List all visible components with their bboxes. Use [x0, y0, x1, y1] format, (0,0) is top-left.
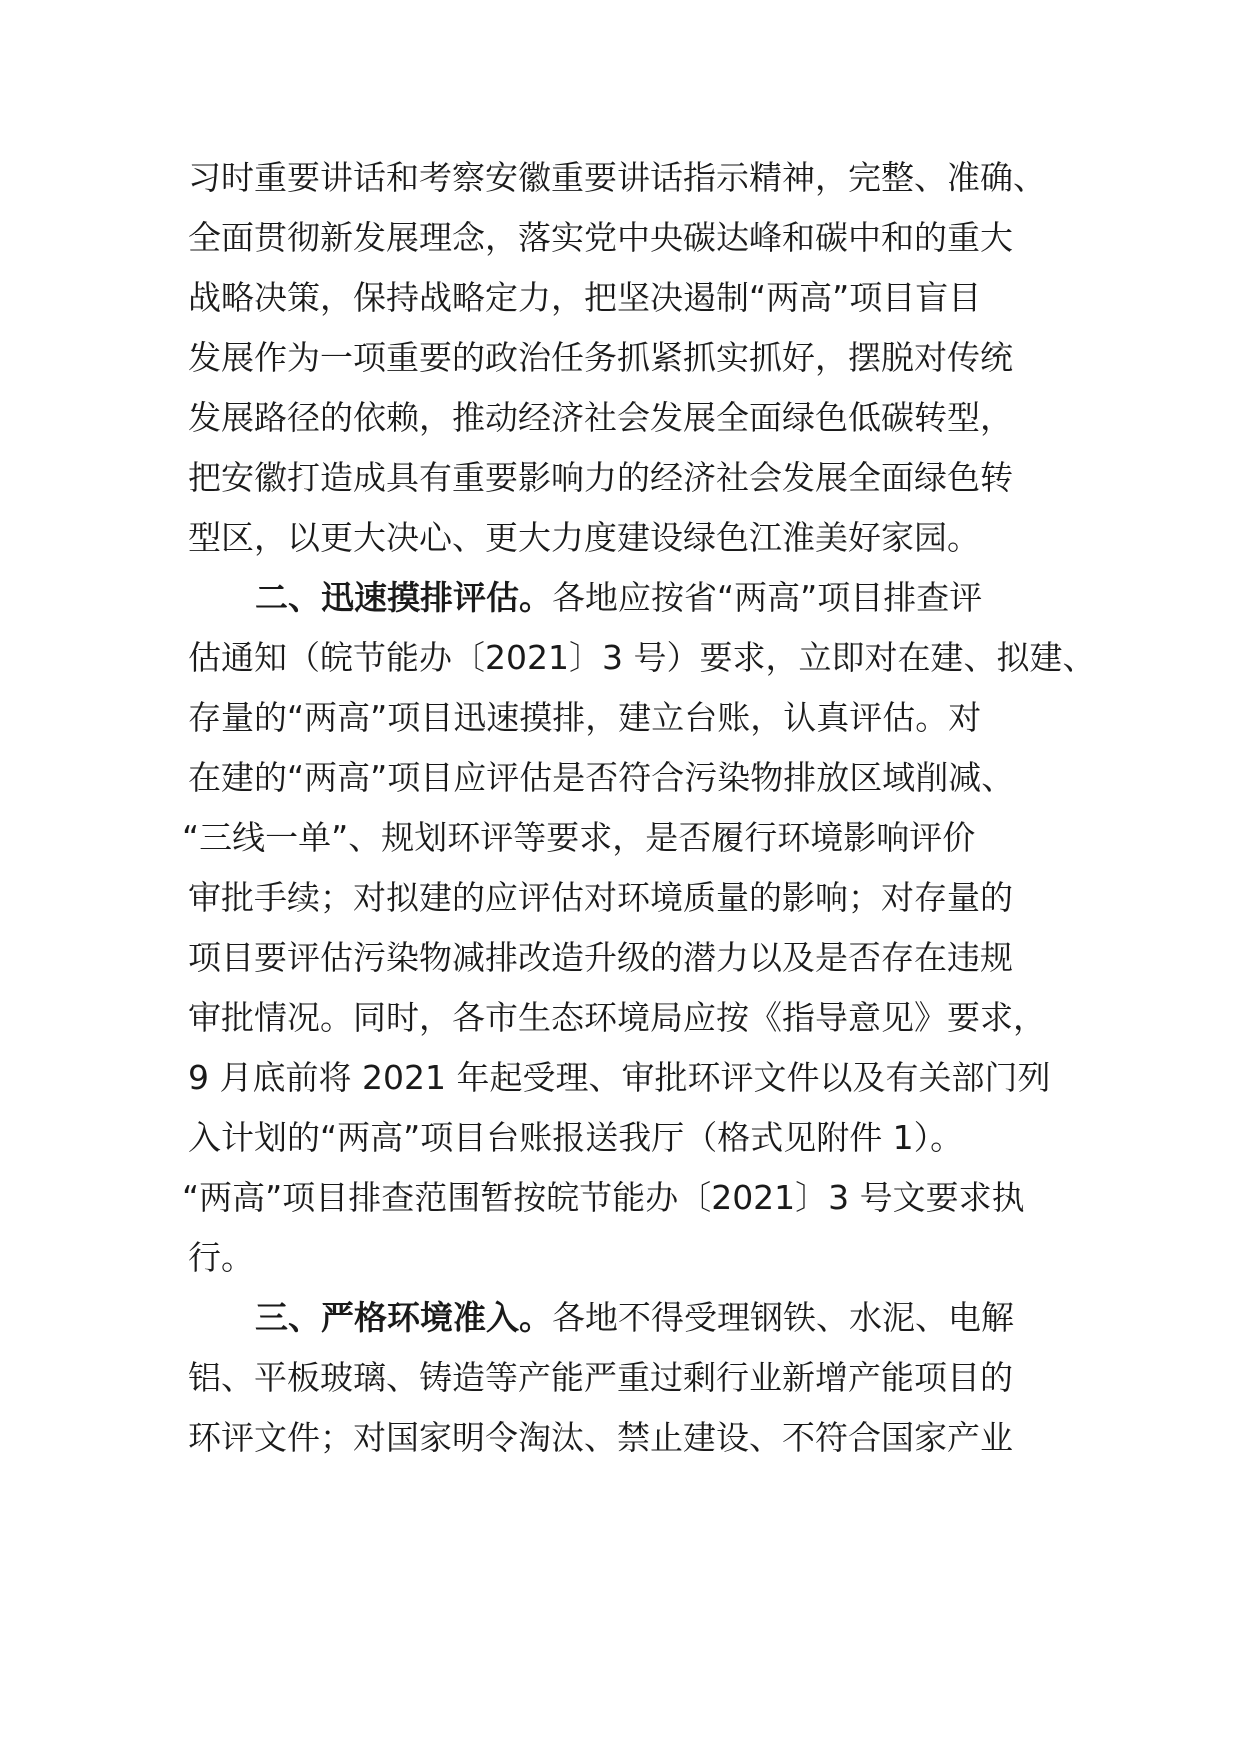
section3-first-line-text: 各地不得受理钢铁、水泥、电解: [552, 1298, 1014, 1337]
paragraph1-line-7: 型区，以更大决心、更大力度建设绿色江淮美好家园。: [188, 518, 980, 557]
paragraph1-line-1: 习时重要讲话和考察安徽重要讲话指示精神，完整、准确、: [188, 158, 1046, 197]
section2-line-10: 入计划的“两高”项目台账报送我厅（格式见附件 1）。: [188, 1118, 964, 1157]
section2-line-4: 在建的“两高”项目应评估是否符合污染物排放区域削减、: [188, 758, 1015, 797]
section2-line-12: 行。: [188, 1238, 254, 1277]
section3-heading: 三、严格环境准入。: [255, 1298, 552, 1337]
section2-first-line: [255, 578, 982, 618]
section2-line-9: 9 月底前将 2021 年起受理、审批环评文件以及有关部门列: [188, 1058, 1051, 1097]
section2-first-line-text: 各地应按省“两高”项目排查评: [552, 578, 983, 617]
section2-line-8: 审批情况。同时，各市生态环境局应按《指导意见》要求，: [188, 998, 1046, 1037]
section2-line-3: 存量的“两高”项目迅速摸排，建立台账，认真评估。对: [188, 698, 982, 737]
paragraph1-line-2: 全面贯彻新发展理念，落实党中央碳达峰和碳中和的重大: [188, 218, 1013, 257]
paragraph1-line-6: 把安徽打造成具有重要影响力的经济社会发展全面绿色转: [188, 458, 1013, 497]
section2-line-11: “两高”项目排查范围暂按皖节能办〔2021〕3 号文要求执: [182, 1178, 1025, 1217]
section3-line-3: 环评文件；对国家明令淘汰、禁止建设、不符合国家产业: [188, 1418, 1013, 1457]
section2-line-7: 项目要评估污染物减排改造升级的潜力以及是否存在违规: [188, 938, 1013, 977]
section3-first-line: [255, 1298, 1014, 1338]
paragraph1-line-5: 发展路径的依赖，推动经济社会发展全面绿色低碳转型，: [188, 398, 1013, 437]
section3-line-2: 铝、平板玻璃、铸造等产能严重过剩行业新增产能项目的: [188, 1358, 1013, 1397]
section2-line-2: 估通知（皖节能办〔2021〕3 号）要求，立即对在建、拟建、: [188, 638, 1096, 677]
paragraph1-line-4: 发展作为一项重要的政治任务抓紧抓实抓好，摆脱对传统: [188, 338, 1013, 377]
section2-line-6: 审批手续；对拟建的应评估对环境质量的影响；对存量的: [188, 878, 1013, 917]
paragraph1-line-3: 战略决策，保持战略定力，把坚决遏制“两高”项目盲目: [188, 278, 982, 317]
section2-heading: 二、迅速摸排评估。: [255, 578, 552, 617]
section2-line-5: “三线一单”、规划环评等要求，是否履行环境影响评价: [182, 818, 976, 857]
